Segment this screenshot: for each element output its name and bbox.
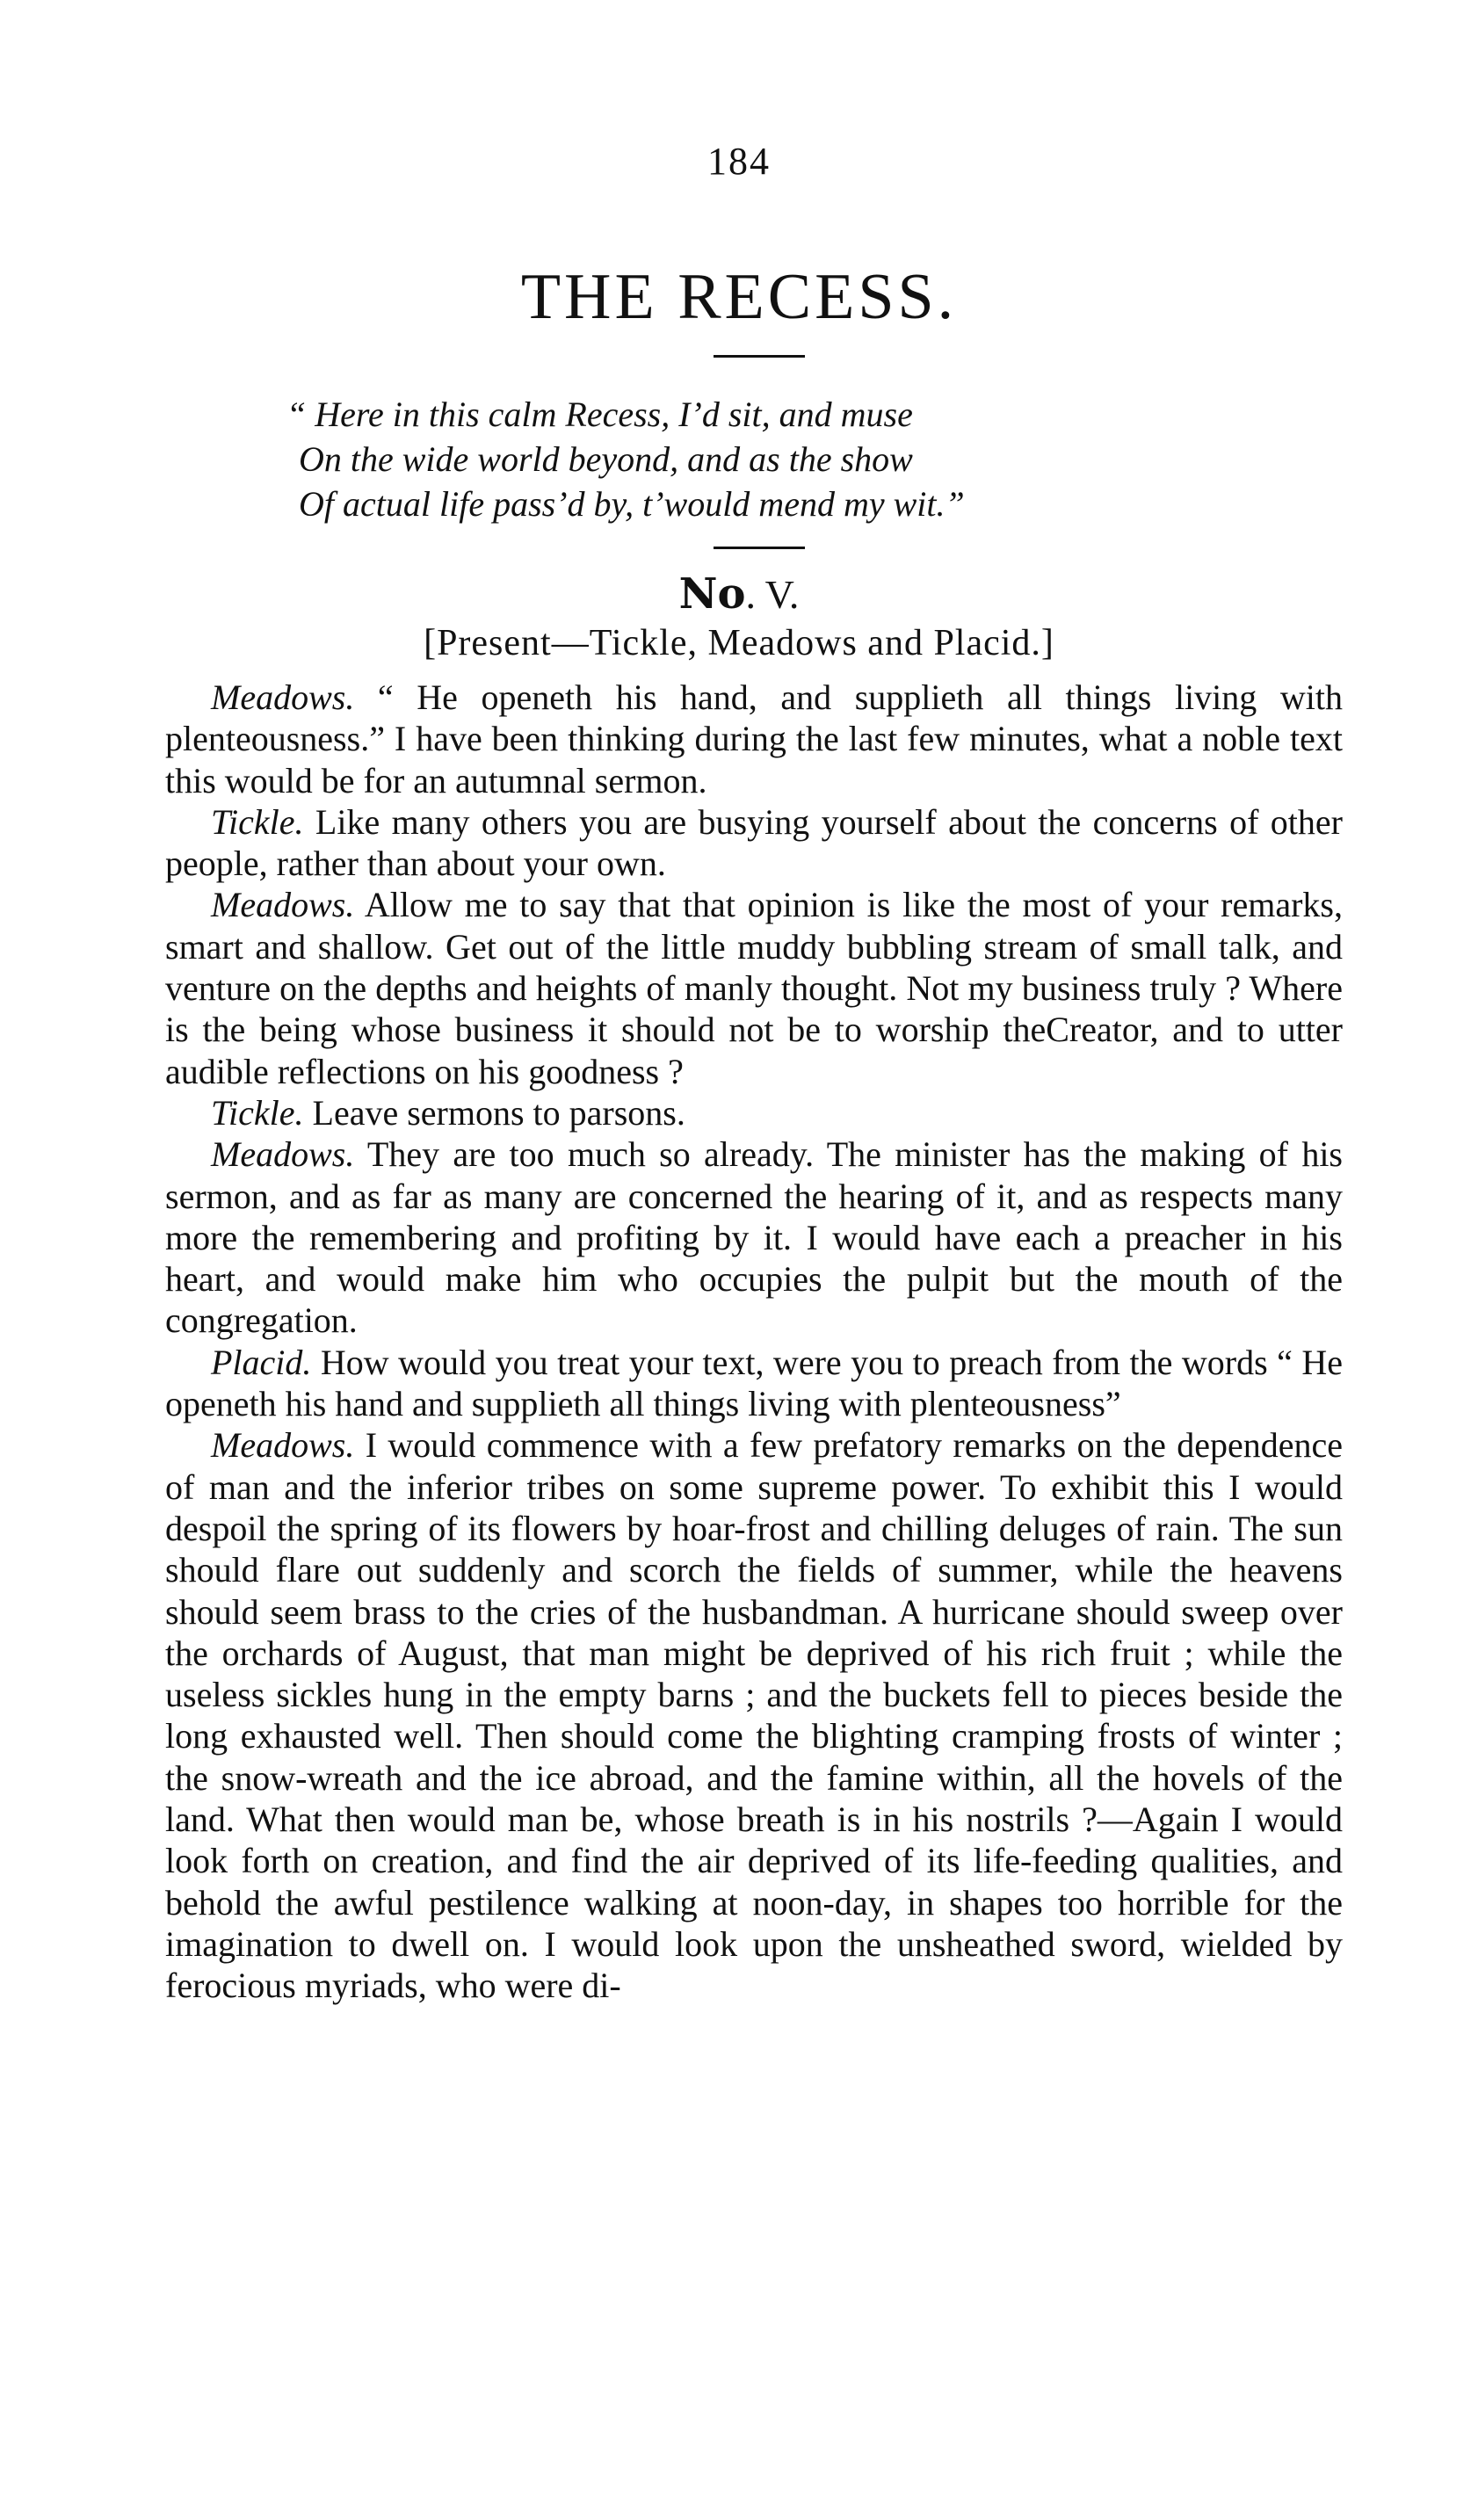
epigraph-line: Of actual life pass’d by, t’would mend my wit.” [299, 484, 965, 524]
speech-text: “ He openeth his hand, and supplieth all things living with plenteousness.” I have been thinking during the last few minutes, what a noble text this would be for an autumnal sermon. [165, 677, 1343, 800]
page-number: 184 [707, 140, 771, 183]
number-numeral: . V. [745, 572, 800, 617]
divider-rule [714, 355, 805, 358]
dialogue-paragraph [165, 1342, 1343, 1425]
dialogue-paragraph [165, 677, 1343, 801]
stage-direction: [Present—Tickle, Meadows and Placid.] [424, 623, 1054, 663]
speaker-name: Placid. [211, 1342, 312, 1382]
speaker-name: Meadows. [211, 885, 355, 925]
dialogue-paragraph [165, 1133, 1343, 1341]
dialogue-body [165, 677, 1343, 2007]
speech-text: How would you treat your text, were you to preach from the words “ He openeth his hand and supplieth all things living with plenteousness” [165, 1342, 1343, 1424]
divider-rule [714, 547, 805, 549]
dialogue-paragraph [165, 1424, 1343, 2006]
speaker-name: Tickle. [211, 1092, 304, 1133]
speaker-name: Meadows. [211, 677, 355, 717]
epigraph-line: “ Here in this calm Recess, I’d sit, and muse [286, 395, 913, 434]
speaker-name: Meadows. [211, 1425, 355, 1466]
dialogue-paragraph [165, 884, 1343, 1091]
speaker-name: Meadows. [211, 1134, 355, 1175]
speech-text: Like many others you are busying yourself about the concerns of other people, rather than about your own. [165, 801, 1343, 884]
dialogue-paragraph [165, 1092, 1343, 1133]
speech-text: They are too much so already. The minister has the making of his sermon, and as far as many are concerned the hearing of it, and as respects many more the remembering and profiting by it. I would have each a preacher in his heart, and would make him who occupies the pulpit but the mouth of the congregation. [165, 1134, 1343, 1341]
speaker-name: Tickle. [211, 801, 304, 842]
epigraph [286, 392, 1253, 526]
speech-text: Allow me to say that that opinion is like the most of your remarks, smart and shallow. Get out of the little muddy bubbling stream of small talk, and venture on the depths and heights of manly thought. Not my business truly ? Where is the being whose business it should not be to worship theCreator, and to utter audible reflections on his goodness ? [165, 885, 1343, 1091]
epigraph-line: On the wide world beyond, and as the show [299, 439, 913, 479]
number-heading [0, 569, 1478, 619]
number-prefix: No [678, 569, 746, 619]
speech-text: Leave sermons to parsons. [303, 1092, 685, 1133]
speech-text: I would commence with a few prefatory remarks on the dependence of man and the inferior tribes on some supreme power. To exhibit this I would despoil the spring of its flowers by hoar-frost and chilling deluges of rain. The sun should flare out suddenly and scorch the fields of summer, while the heavens should seem brass to the cries of the husbandman. A hurricane should sweep over the orchards of August, that man might be deprived of his rich fruit ; while the useless sickles hung in the empty barns ; and the buckets fell to pieces beside the long exhausted well. Then should come the blighting cramping frosts of winter ; the snow-wreath and the ice abroad, and the famine within, all the hovels of the land. What then would man be, whose breath is in his nostrils ?—Again I would look forth on creation, and find the air deprived of its life-feeding qualities, and behold the awful pestilence walking at noon-day, in shapes too horrible for the imagination to dwell on. I would look upon the unsheathed sword, wielded by ferocious myriads, who were di- [165, 1425, 1343, 2006]
dialogue-paragraph [165, 801, 1343, 885]
page-title: THE RECESS. [520, 261, 958, 333]
